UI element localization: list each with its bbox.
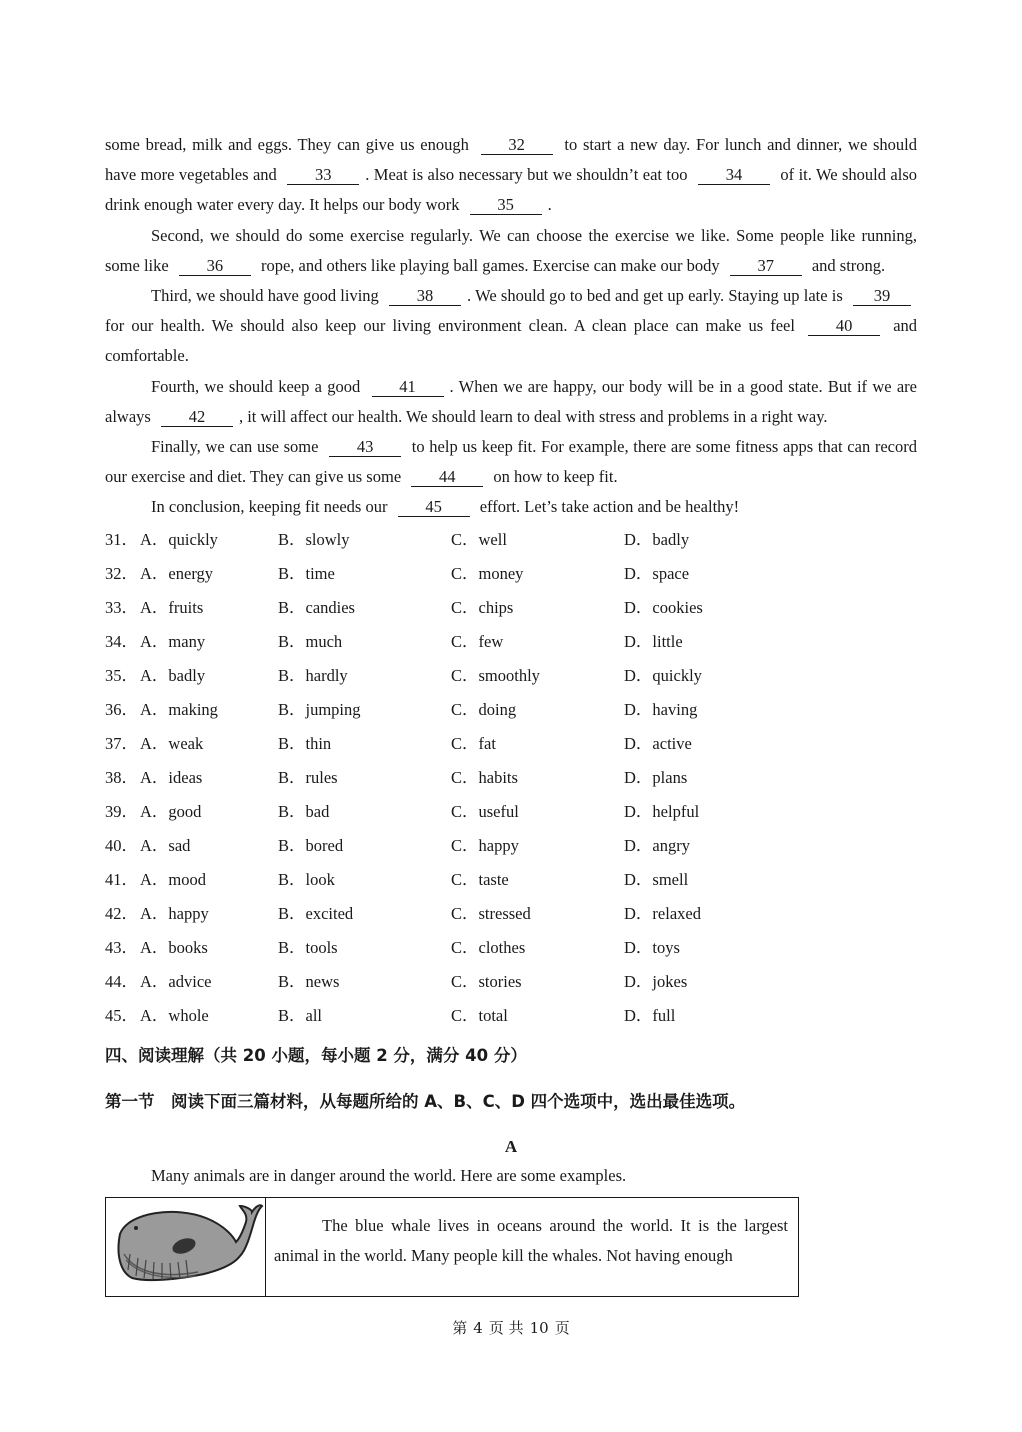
- blank-37: 37: [730, 257, 802, 276]
- reading-label: A: [504, 1137, 518, 1156]
- blank-33: 33: [287, 166, 359, 185]
- passage-text: to help us keep fit. For example, there are some fitness apps that can record our exercise and diet. They can give us some: [105, 437, 917, 487]
- blank-34: 34: [698, 166, 770, 185]
- option-a: A．energy: [140, 564, 214, 583]
- passage-text: of it. We should also drink enough water every day. It helps our body work: [105, 165, 918, 215]
- option-d: D．quickly: [624, 666, 702, 685]
- question-row: [105, 965, 905, 999]
- option-c: C．stressed: [451, 904, 531, 923]
- page-total: 10: [529, 1319, 549, 1337]
- question-number: 36．: [105, 700, 138, 719]
- passage-text: to start a new day. For lunch and dinner, we should have more vegetables and: [105, 135, 918, 185]
- option-d: D．jokes: [624, 972, 688, 991]
- option-d: D．active: [624, 734, 692, 753]
- reading-table: [105, 1197, 799, 1297]
- option-c: C．few: [451, 632, 504, 651]
- option-a: A．happy: [140, 904, 209, 923]
- passage-paragraph-4: [105, 372, 917, 432]
- question-number: 31．: [105, 530, 138, 549]
- part-heading: 第一节 阅读下面三篇材料，从每题所给的 A、B、C、D 四个选项中，选出最佳选项。: [105, 1092, 746, 1111]
- passage-text: rope, and others like playing ball games. Exercise can make our body: [260, 256, 720, 276]
- option-b: B．candies: [278, 598, 355, 617]
- option-a: A．weak: [140, 734, 204, 753]
- option-d: D．full: [624, 1006, 676, 1025]
- question-row: [105, 659, 905, 693]
- option-c: C．happy: [451, 836, 519, 855]
- question-row: [105, 591, 905, 625]
- passage-text: . We should go to bed and get up early. Staying up late is: [467, 286, 843, 305]
- option-d: D．little: [624, 632, 683, 651]
- option-b: B．news: [278, 972, 340, 991]
- whale-image-cell: [106, 1198, 266, 1296]
- question-row: [105, 931, 905, 965]
- question-number: 34．: [105, 632, 138, 651]
- option-c: C．total: [451, 1006, 508, 1025]
- passage-text: for our health. We should also keep our living environment clean. A clean place can make us feel: [105, 316, 795, 336]
- option-b: B．much: [278, 632, 343, 651]
- option-c: C．taste: [451, 870, 509, 889]
- blank-38: 38: [389, 287, 461, 306]
- option-a: A．good: [140, 802, 202, 821]
- passage-paragraph-3: [105, 281, 917, 372]
- question-row: [105, 999, 905, 1033]
- option-d: D．angry: [624, 836, 690, 855]
- page-number: 4: [473, 1319, 483, 1337]
- option-b: B．rules: [278, 768, 338, 787]
- reading-intro: Many animals are in danger around the world. Here are some examples.: [151, 1166, 627, 1185]
- blank-45: 45: [398, 498, 470, 517]
- passage-text: In conclusion, keeping fit needs our: [151, 497, 388, 516]
- blank-32: 32: [481, 136, 553, 155]
- option-c: C．money: [451, 564, 524, 583]
- passage-text: on how to keep fit.: [493, 467, 618, 487]
- passage-text: and comfortable.: [105, 316, 918, 366]
- question-row: [105, 693, 905, 727]
- question-row: [105, 795, 905, 829]
- option-b: B．all: [278, 1006, 322, 1025]
- passage-text: some bread, milk and eggs. They can give us enough: [105, 135, 469, 154]
- option-a: A．ideas: [140, 768, 203, 787]
- whale-description: [274, 1211, 788, 1271]
- question-number: 39．: [105, 802, 138, 821]
- option-c: C．useful: [451, 802, 519, 821]
- passage-text: , it will affect our health. We should learn to deal with stress and problems in a right way.: [238, 407, 828, 427]
- question-number: 32．: [105, 564, 138, 583]
- option-a: A．making: [140, 700, 218, 719]
- blank-40: 40: [808, 317, 880, 336]
- option-c: C．clothes: [451, 938, 526, 957]
- passage-paragraph-5: [105, 432, 917, 492]
- passage-text: effort. Let’s take action and be healthy!: [479, 497, 740, 516]
- passage-text: Third, we should have good living: [151, 286, 379, 305]
- option-d: D．badly: [624, 530, 690, 549]
- passage-text: Fourth, we should keep a good: [151, 377, 361, 396]
- blank-41: 41: [372, 378, 444, 397]
- blank-39: 39: [853, 287, 911, 306]
- option-c: C．habits: [451, 768, 518, 787]
- question-number: 45．: [105, 1006, 138, 1025]
- question-number: 42．: [105, 904, 138, 923]
- question-options: [105, 523, 905, 1033]
- blank-35: 35: [470, 196, 542, 215]
- question-row: [105, 625, 905, 659]
- option-d: D．having: [624, 700, 698, 719]
- passage-text: Second, we should do some exercise regularly. We can choose the exercise we like. Some people like running, some like: [105, 226, 917, 276]
- option-d: D．relaxed: [624, 904, 701, 923]
- option-a: A．advice: [140, 972, 212, 991]
- passage-text: Finally, we can use some: [151, 437, 319, 456]
- option-c: C．fat: [451, 734, 496, 753]
- option-b: B．bad: [278, 802, 330, 821]
- passage-text: . Meat is also necessary but we shouldn’t eat too: [365, 165, 688, 185]
- question-row: [105, 727, 905, 761]
- blank-42: 42: [161, 408, 233, 427]
- option-a: A．books: [140, 938, 208, 957]
- question-number: 38．: [105, 768, 138, 787]
- option-d: D．cookies: [624, 598, 703, 617]
- option-b: B．bored: [278, 836, 344, 855]
- question-row: [105, 557, 905, 591]
- question-number: 33．: [105, 598, 138, 617]
- question-number: 40．: [105, 836, 138, 855]
- option-d: D．smell: [624, 870, 689, 889]
- option-d: D．helpful: [624, 802, 700, 821]
- option-c: C．chips: [451, 598, 514, 617]
- passage-text: and strong.: [811, 256, 886, 276]
- option-b: B．look: [278, 870, 335, 889]
- question-row: [105, 761, 905, 795]
- option-d: D．toys: [624, 938, 680, 957]
- question-number: 41．: [105, 870, 138, 889]
- page-footer: [0, 1317, 1022, 1338]
- option-b: B．time: [278, 564, 335, 583]
- question-row: [105, 829, 905, 863]
- whale-text: The blue whale lives in oceans around the world. It is the largest animal in the world. Many people kill the whales. Not having enough: [274, 1216, 788, 1265]
- passage-paragraph-6: [105, 492, 917, 522]
- question-row: [105, 897, 905, 931]
- passage-paragraph-2: [105, 221, 917, 281]
- option-b: B．tools: [278, 938, 338, 957]
- footer-mid: 页 共: [488, 1319, 524, 1337]
- option-a: A．whole: [140, 1006, 209, 1025]
- question-number: 43．: [105, 938, 138, 957]
- option-d: D．plans: [624, 768, 688, 787]
- option-b: B．hardly: [278, 666, 348, 685]
- passage-paragraph-1: [105, 130, 917, 221]
- option-a: A．mood: [140, 870, 206, 889]
- footer-prefix: 第: [452, 1319, 468, 1337]
- option-b: B．excited: [278, 904, 354, 923]
- option-a: A．quickly: [140, 530, 218, 549]
- section-heading: 四、阅读理解（共 20 小题，每小题 2 分，满分 40 分）: [105, 1046, 527, 1065]
- option-a: A．fruits: [140, 598, 204, 617]
- passage-text: . When we are happy, our body will be in a good state. But if we are always: [105, 377, 917, 427]
- option-a: A．many: [140, 632, 206, 651]
- blank-43: 43: [329, 438, 401, 457]
- blank-36: 36: [179, 257, 251, 276]
- option-c: C．doing: [451, 700, 517, 719]
- whale-icon: [106, 1198, 265, 1296]
- option-b: B．jumping: [278, 700, 361, 719]
- option-a: A．badly: [140, 666, 206, 685]
- option-d: D．space: [624, 564, 690, 583]
- question-number: 44．: [105, 972, 138, 991]
- option-c: C．well: [451, 530, 507, 549]
- passage-text: .: [547, 195, 552, 215]
- question-number: 35．: [105, 666, 138, 685]
- option-b: B．thin: [278, 734, 332, 753]
- option-c: C．stories: [451, 972, 522, 991]
- question-number: 37．: [105, 734, 138, 753]
- question-row: [105, 863, 905, 897]
- option-a: A．sad: [140, 836, 191, 855]
- option-c: C．smoothly: [451, 666, 540, 685]
- footer-suffix: 页: [554, 1319, 570, 1337]
- question-row: [105, 523, 905, 557]
- blank-44: 44: [411, 468, 483, 487]
- option-b: B．slowly: [278, 530, 350, 549]
